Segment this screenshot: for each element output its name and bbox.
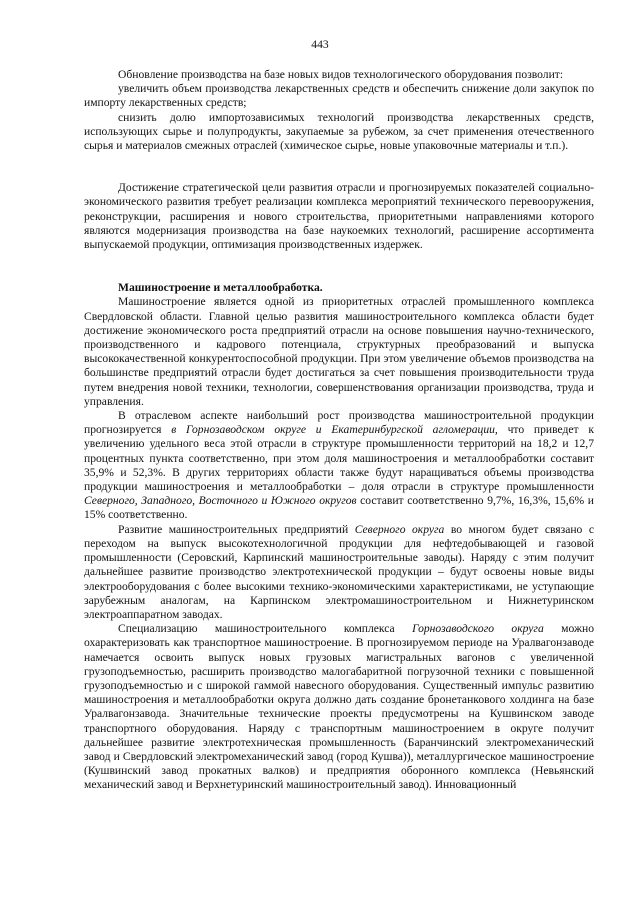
- section-paragraph-1: Машиностроение является одной из приоритетных отраслей промышленного комплекса Свердловской области. Главной целью развития машиностроительного комплекса области будет достижение экономического роста предприятий отрасли на основе повышения научно-технического, производственного и кадрового потенциала, структурных преобразований и выпуска высококачественной конкурентоспособной продукции. При этом увеличение объемов производства на большинстве предприятий отрасли будет достигаться за счет повышения производительности труда путем внедрения новой техники, технологии, совершенствования организации производства, труда и управления.: [84, 295, 594, 408]
- italic-region-run: Северного округа: [354, 522, 445, 536]
- spacer: [84, 252, 594, 281]
- italic-region-run: Горнозаводского округа: [412, 622, 544, 636]
- italic-region-run: Северного, Западного, Восточного и Южного округов: [84, 494, 357, 508]
- text-run: можно охарактеризовать как транспортное машиностроение. В прогнозируемом периоде на Уралвагонзаводе намечается освоить выпуск новых грузовых магистральных вагонов с увеличенной грузоподъемностью, расширить производство малогабаритной погрузочной техники с повышенной грузоподъемностью и с широкой гаммой навесного оборудования. Существенный импульс развитию машиностроения и металлообработки округа должно дать создание бронетанкового холдинга на базе Уралвагонзавода. Значительные технические проекты предусмотрены на Кушвинском заводе транспортного оборудования. Наряду с транспортным машиностроением в округе получит дальнейшее развитие электротехническая промышленность (Баранчинский электромеханический завод и Свердловский электромеханический завод (город Кушва)), металлургическое машиностроение (Кушвинский завод прокатных валков) и предприятия оборонного комплекса (Невьянский механический завод и Верхнетуринский машиностроительный завод). Инновационный: [84, 622, 594, 792]
- text-run: Специализацию машиностроительного комплекса: [118, 622, 413, 636]
- page-number: 443: [311, 38, 329, 51]
- page-body: [84, 68, 594, 793]
- intro-lead: Обновление производства на базе новых видов технологического оборудования позволит:: [118, 68, 564, 81]
- text-run: В отраслевом аспекте наибольший рост производства машиностроительной продукции прогнозируется: [84, 409, 594, 437]
- intro-item-1: увеличить объем производства лекарственных средств и обеспечить снижение доли закупок по импорту лекарственных средств;: [84, 82, 594, 110]
- text-run: составит соответственно 9,7%, 16,3%, 15,6% и 15% соответственно.: [84, 494, 595, 522]
- intro-item-2: снизить долю импортозависимых технологий производства лекарственных средств, использующих сырье и полупродукты, закупаемые за рубежом, за счет применения отечественного сырья и материалов смежных отраслей (химическое сырье, новые упаковочные материалы и т.п.).: [84, 110, 594, 153]
- section-paragraph-3: [84, 523, 594, 622]
- italic-region-run: в Горнозаводском округе и Екатеринбургской агломерации,: [171, 423, 498, 437]
- section-paragraph-2: [84, 409, 594, 523]
- spacer: [84, 153, 594, 181]
- section-paragraph-4: [84, 622, 594, 792]
- section-heading: Машиностроение и металлообработка.: [118, 281, 323, 295]
- text-run: Развитие машиностроительных предприятий: [118, 522, 355, 536]
- text-run: во многом будет связано с переходом на выпуск высокотехнологичной продукции для нефтедобывающей и газовой промышленности (Серовский, Карпинский машиностроительные заводы). Наряду с этим получит дальнейшее развитие производство электротехнической продукции – будут освоены новые виды электрооборудования с более высокими технико-экономическими характеристиками, не уступающие зарубежным аналогам, на Карпинском электромашиностроительном и Нижнетуринском электроаппаратном заводах.: [84, 522, 594, 621]
- strategy-paragraph: Достижение стратегической цели развития отрасли и прогнозируемых показателей социально-экономического развития требует реализации комплекса мероприятий технического перевооружения, реконструкции, расширения и нового строительства, приоритетными направлениями которого являются модернизация производства на базе наукоемких технологий, расширение ассортимента выпускаемой продукции, оптимизация производственных издержек.: [84, 181, 594, 252]
- text-run: что приведет к увеличению удельного веса этой отрасли в структуре промышленности территорий на 18,2 и 12,7 процентных пункта соответственно, при этом доля машиностроения и металлообработки составит 35,9% и 52,3%. В других территориях области также будут наращиваться объемы производства продукции машиностроения и металлообработки – доля отрасли в структуре промышленности: [84, 423, 594, 494]
